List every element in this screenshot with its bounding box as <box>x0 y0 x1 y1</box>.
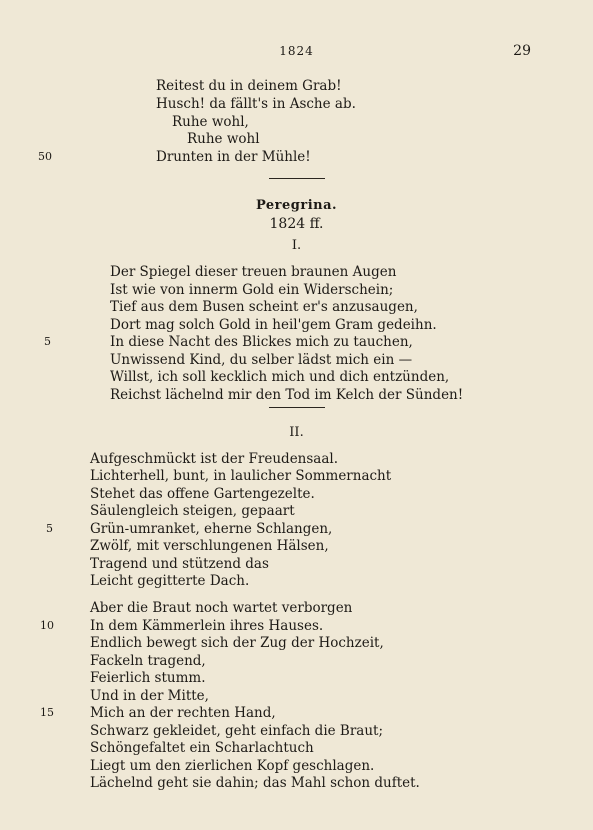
line-number: 5 <box>46 522 53 535</box>
line-number: 5 <box>44 335 51 348</box>
part-numeral: II. <box>289 425 304 440</box>
verse-line: Mich an der rechten Hand, <box>90 705 276 721</box>
verse-line: Reichst lächelnd mir den Tod im Kelch der Sünden! <box>110 387 464 403</box>
verse-line: Unwissend Kind, du selber lädst mich ein — <box>110 352 413 368</box>
line-number: 10 <box>40 619 54 632</box>
verse-line: Zwölf, mit verschlungenen Hälsen, <box>90 538 329 554</box>
verse-line: Ist wie von innerm Gold ein Widerschein; <box>110 282 394 298</box>
verse-line: Aber die Braut noch wartet verborgen <box>90 600 353 616</box>
verse-line: In diese Nacht des Blickes mich zu tauchen, <box>110 334 413 350</box>
verse-line: Ruhe wohl, <box>172 114 249 130</box>
verse-line: Säulengleich steigen, gepaart <box>90 503 295 519</box>
verse-line: Lächelnd geht sie dahin; das Mahl schon duftet. <box>90 775 420 791</box>
verse-line: Reitest du in deinem Grab! <box>156 78 342 94</box>
part-numeral: I. <box>291 238 302 253</box>
verse-line: Schöngefaltet ein Scharlachtuch <box>90 740 314 756</box>
verse-line: In dem Kämmerlein ihres Hauses. <box>90 618 324 634</box>
verse-line: Schwarz gekleidet, geht einfach die Braut; <box>90 723 384 739</box>
section-divider <box>269 178 325 179</box>
verse-line: Tragend und stützend das <box>90 556 269 572</box>
running-header-year: 1824 <box>279 44 314 58</box>
verse-line: Leicht gegitterte Dach. <box>90 573 250 589</box>
verse-line: Tief aus dem Busen scheint er's anzusaugen, <box>110 299 418 315</box>
poem-date: 1824 ff. <box>269 216 324 232</box>
line-number: 15 <box>40 706 54 719</box>
line-number: 50 <box>38 150 52 163</box>
verse-line: Grün-umranket, eherne Schlangen, <box>90 521 333 537</box>
poem-title: Peregrina. <box>255 198 338 213</box>
verse-line: Willst, ich soll kecklich mich und dich entzünden, <box>110 369 450 385</box>
verse-line: Und in der Mitte, <box>90 688 209 704</box>
verse-line: Fackeln tragend, <box>90 653 206 669</box>
verse-line: Ruhe wohl <box>187 131 260 147</box>
verse-line: Der Spiegel dieser treuen braunen Augen <box>110 264 397 280</box>
verse-line: Drunten in der Mühle! <box>156 149 311 165</box>
verse-line: Dort mag solch Gold in heil'gem Gram gedeihn. <box>110 317 437 333</box>
verse-line: Stehet das offene Gartengezelte. <box>90 486 315 502</box>
verse-line: Lichterhell, bunt, in laulicher Sommernacht <box>90 468 392 484</box>
verse-line: Liegt um den zierlichen Kopf geschlagen. <box>90 758 375 774</box>
page-number: 29 <box>513 43 531 59</box>
verse-line: Aufgeschmückt ist der Freudensaal. <box>90 451 339 467</box>
verse-line: Feierlich stumm. <box>90 670 206 686</box>
section-divider <box>269 407 325 408</box>
verse-line: Endlich bewegt sich der Zug der Hochzeit, <box>90 635 384 651</box>
verse-line: Husch! da fällt's in Asche ab. <box>156 96 356 112</box>
